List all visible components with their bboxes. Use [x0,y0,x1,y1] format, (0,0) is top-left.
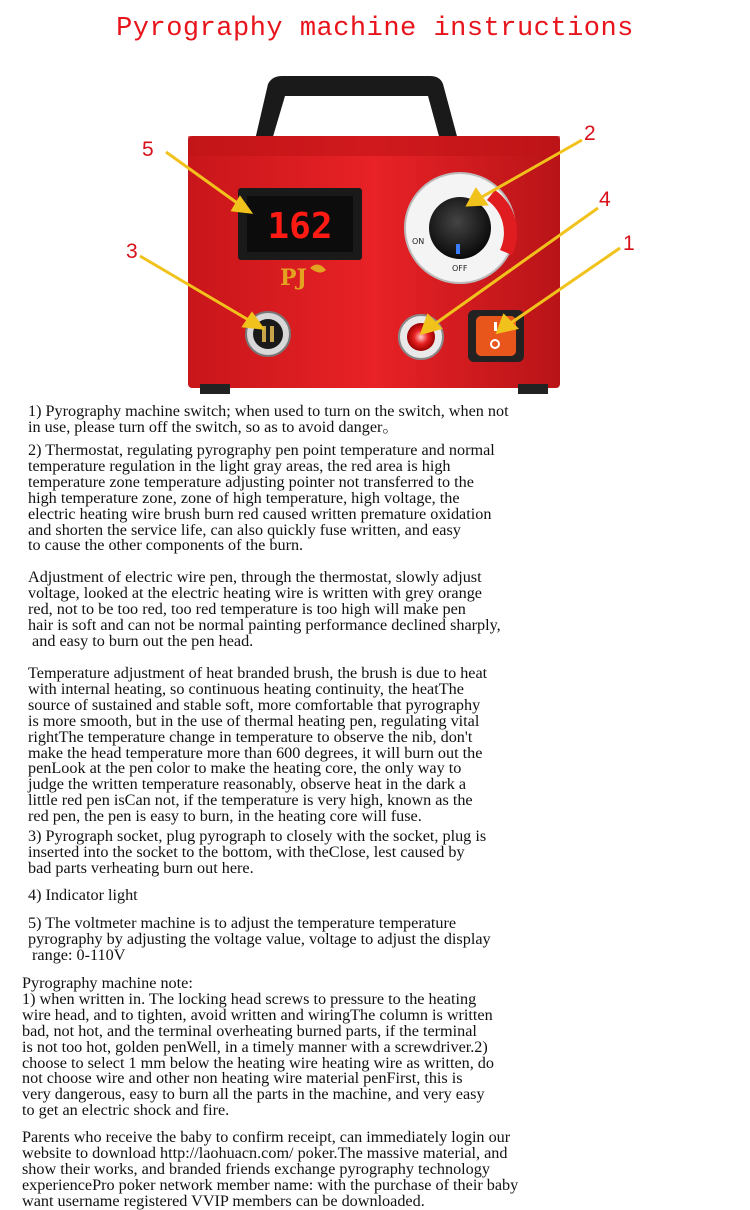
voltmeter-description: 5) The voltmeter machine is to adjust the temperature temperature pyrography by adjusting the voltage value, voltage to adjust the display range: 0-110V [28,914,491,964]
brush-temperature-adjustment: Temperature adjustment of heat branded brush, the brush is due to heat with internal heating, so continuous heating continuity, the heatThe source of sustained and stable soft, more comfortable that pyrography is more smooth, but in the use of thermal heating pen, regulating vital rightThe temperature change in temperature to observe the nib, don't make the head temperature more than 600 degrees, it will burn out the penLook at the pen color to make the heating core, the only way to judge the written temperature reasonably, observe heat in the dark a little red pen isCan not, if the temperature is very high, known as the red pen, the pen is easy to burn, in the heating core will fuse. [28,664,488,826]
member-info: Parents who receive the baby to confirm receipt, can immediately login our website to download http://laohuacn.com/ poker.The massive material, and show their works, and branded friends exchange pyrography technology experiencePro poker network member name: with the purchase of their baby want username registered VVIP members can be downloaded. [22,1128,519,1210]
page-title: Pyrography machine instructions [116,14,634,44]
dial-on-label: ON [412,237,425,246]
thermostat-description: 2) Thermostat, regulating pyrography pen point temperature and normal temperature regulation in the light gray areas, the red area is high temperature zone temperature adjusting pointer not transferred to the high temperature zone, zone of high temperature, high voltage, the electric heating wire brush burn red caused written premature oxidation and shorten the service life, can also quickly fuse written, and easy to cause the other components of the burn. [28,441,495,555]
callout-1: 1 [623,232,635,255]
carry-handle [255,76,458,140]
callout-4: 4 [599,188,611,211]
device-illustration [0,70,750,400]
power-switch[interactable] [468,310,524,362]
machine-note: Pyrography machine note: 1) when written in. The locking head screws to pressure to the heating wire head, and to tighten, avoid written and wiringThe column is written bad, not hot, and the terminal overheating burned parts, if the terminal is not too hot, golden penWell, in a timely manner with a screwdriver.2) choose to select 1 mm below the heating wire heating wire as written, do not choose wire and other non heating wire material penFirst, this is very dangerous, easy to burn all the parts in the machine, and very easy to get an electric shock and fire. [22,974,494,1120]
socket-description: 3) Pyrograph socket, plug pyrograph to closely with the socket, plug is inserted into the socket to the bottom, with theClose, lest caused by bad parts verheating burn out here. [28,827,487,877]
thermostat-dial[interactable] [405,173,517,283]
indicator-description: 4) Indicator light [28,886,138,904]
voltmeter-display [238,188,362,260]
wire-pen-adjustment: Adjustment of electric wire pen, through the thermostat, slowly adjust voltage, looked at the electric heating wire is written with grey orange red, not to be too red, too red temperature is too high will make pen hair is soft and can not be normal painting performance declined sharply, and easy to burn out the pen head. [28,568,501,650]
svg-text:PJ: PJ [280,265,307,291]
dial-off-label: OFF [452,264,468,273]
callout-5: 5 [142,138,154,161]
switch-description: 1) Pyrography machine switch; when used to turn on the switch, when not in use, please turn off the switch, so as to avoid danger。 [28,402,509,436]
callout-3: 3 [126,240,138,263]
callout-2: 2 [584,122,596,145]
display-readout: 162 [267,206,333,247]
